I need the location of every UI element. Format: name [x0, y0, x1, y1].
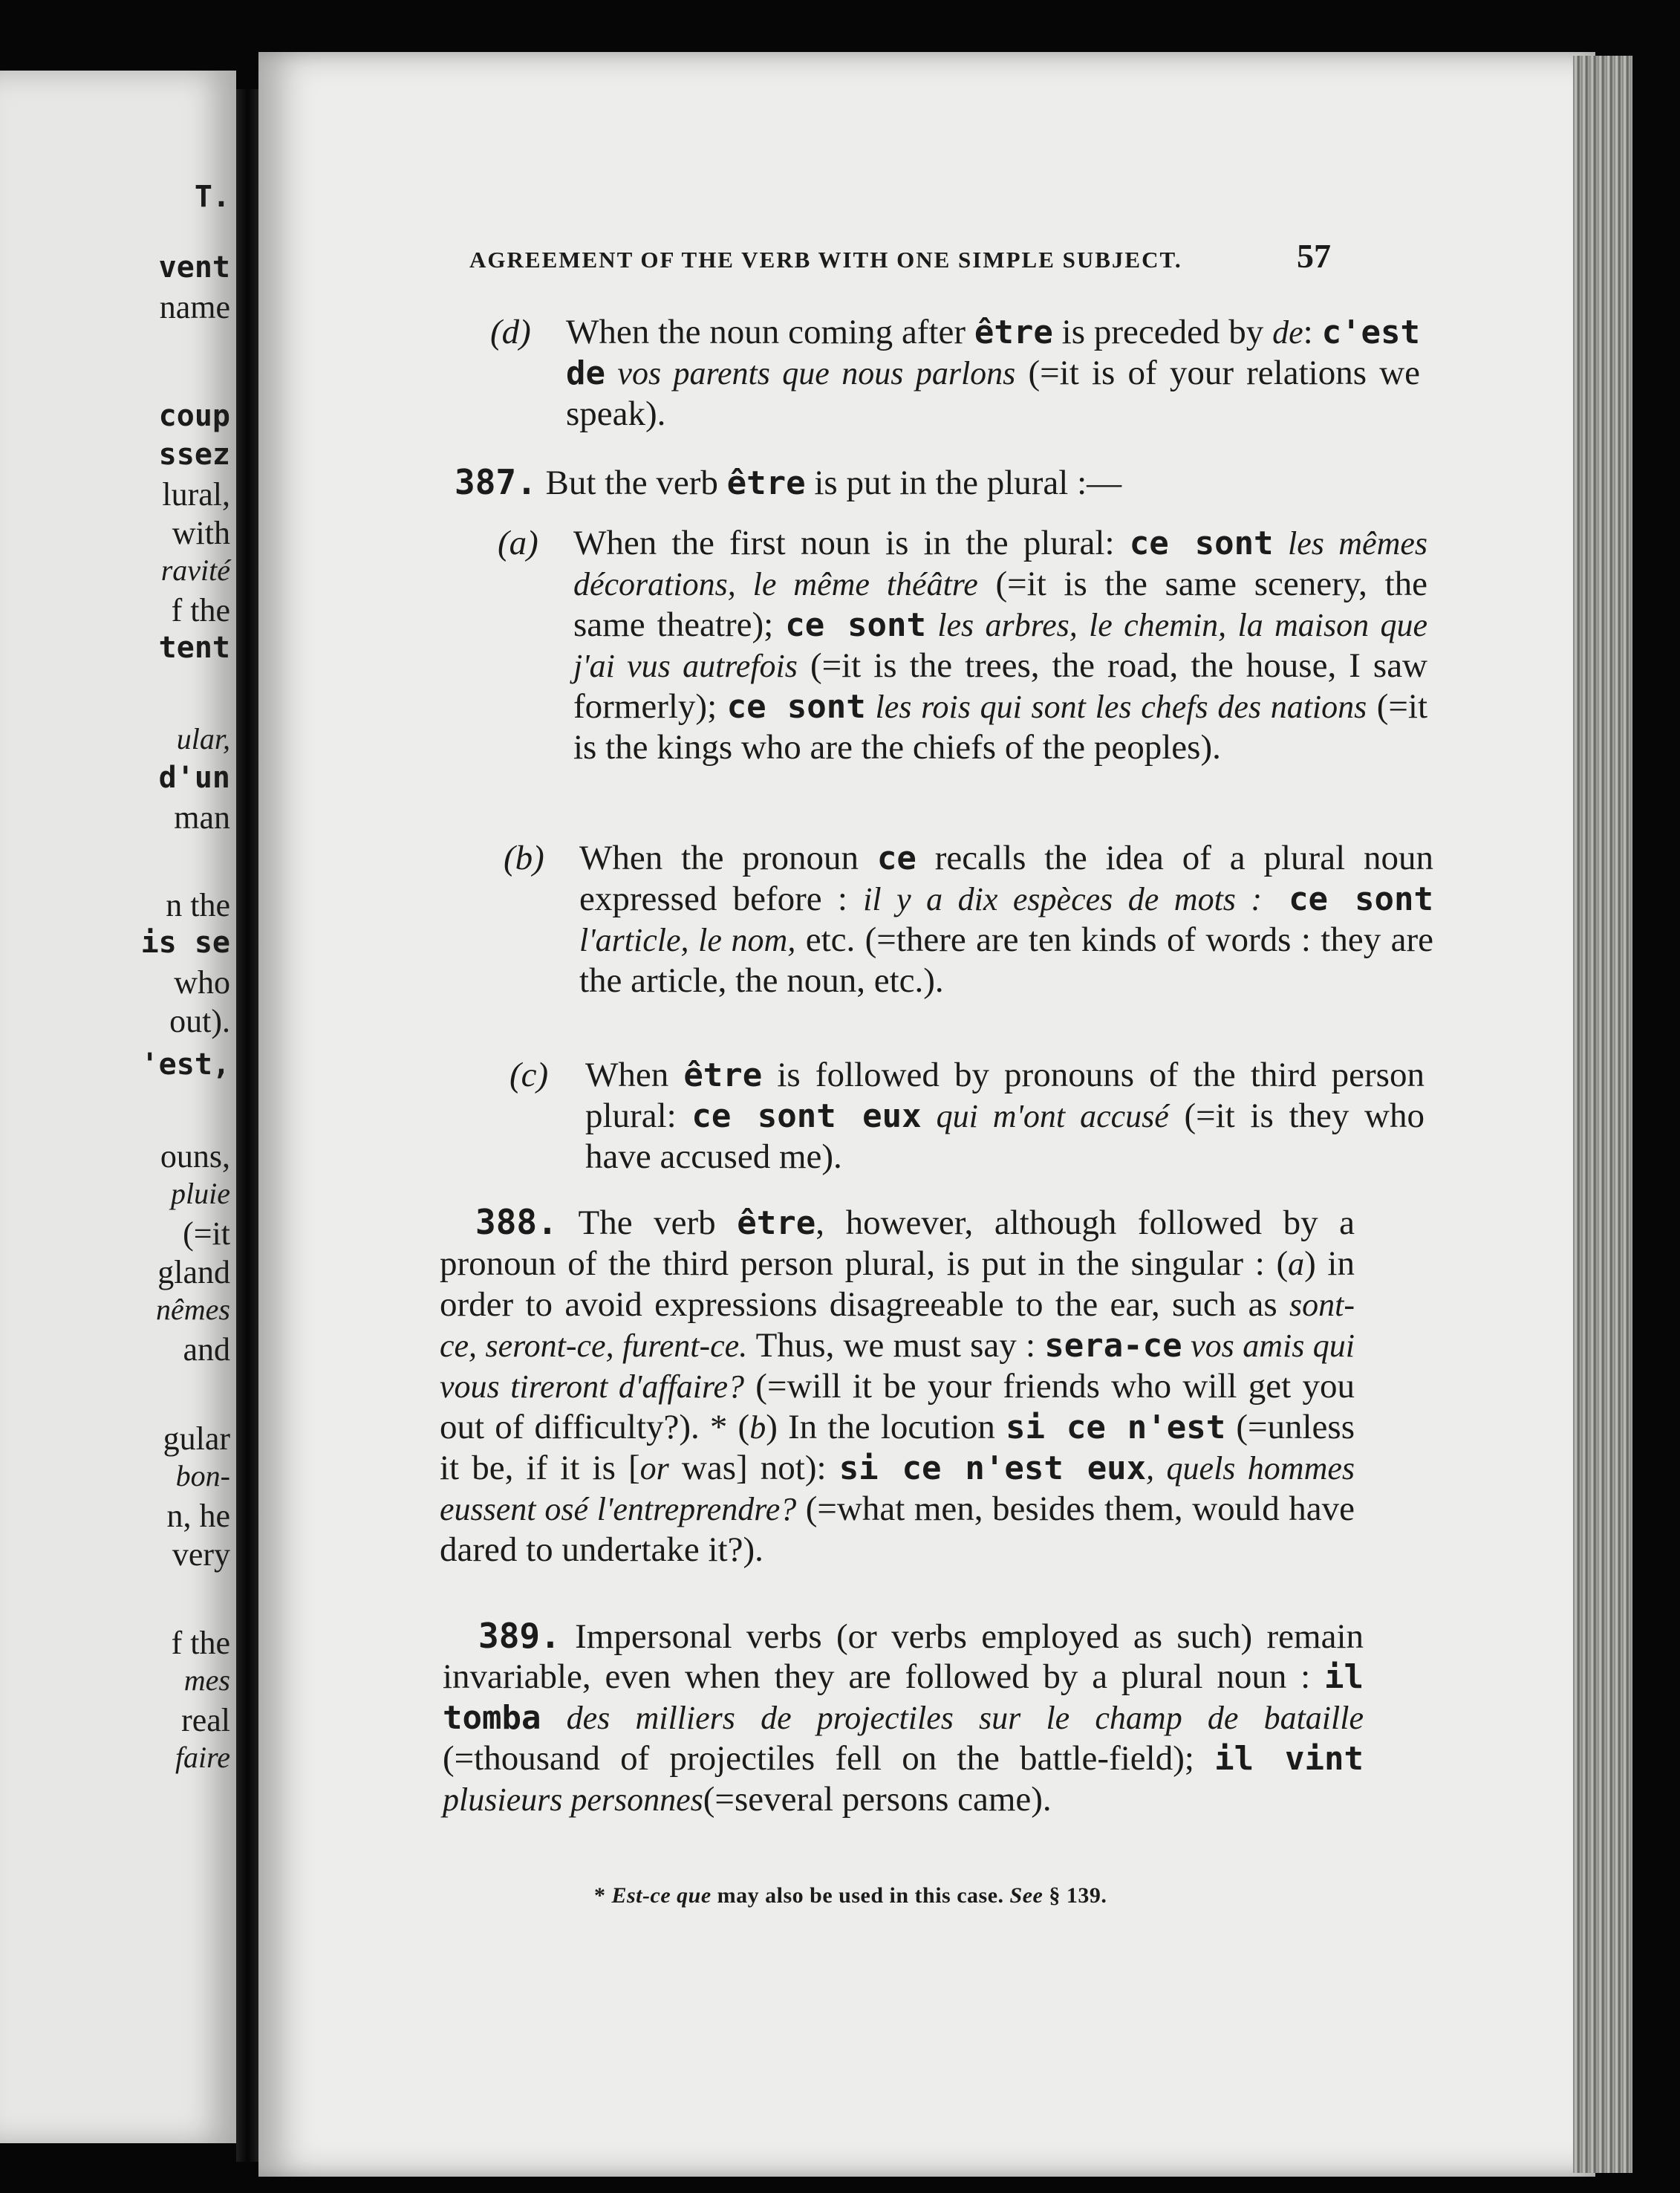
previous-page-fragment: 'est,	[140, 1047, 230, 1082]
bold-term: ce sont	[726, 688, 866, 726]
text: (=it is the same scenery, the same theatre);	[573, 565, 1427, 644]
text: When the pronoun	[579, 839, 877, 877]
previous-page-fragment: n the	[166, 887, 230, 923]
item-marker-a: (a)	[498, 524, 538, 562]
previous-page-fragment: pluie	[171, 1177, 230, 1210]
item-marker-c: (c)	[509, 1056, 549, 1094]
italic-example: sont-ce, seront-ce, furent-ce.	[440, 1287, 1355, 1364]
text: (=will it be your friends who will get you out of difficulty?). * (	[440, 1367, 1355, 1446]
italic-term: Est-ce que	[611, 1883, 712, 1908]
previous-page	[0, 71, 236, 2143]
bold-term: sera-ce	[1044, 1327, 1182, 1365]
previous-page-fragment: with	[172, 515, 230, 551]
section-387-b	[496, 838, 1433, 1001]
previous-page-fragment: real	[181, 1702, 230, 1738]
previous-page-fragment: f the	[171, 592, 230, 628]
previous-page-fragment: nêmes	[156, 1293, 230, 1326]
item-marker-d: (d)	[490, 313, 531, 351]
section-number-389: 389.	[478, 1616, 561, 1656]
bold-term: être	[726, 464, 806, 502]
previous-page-fragment: lural,	[162, 476, 230, 513]
footnote	[594, 1883, 1263, 1908]
bold-term: si ce n'est	[1006, 1409, 1226, 1446]
section-number-387: 387.	[455, 462, 537, 502]
text: is put in the plural :—	[805, 464, 1122, 502]
text: (=it is the kings who are the chiefs of the peoples).	[573, 687, 1428, 767]
previous-page-fragment: gular	[163, 1420, 230, 1457]
previous-page-fragment: is se	[140, 926, 230, 960]
previous-page-fragment: vent	[158, 250, 230, 285]
previous-page-fragment: name	[159, 289, 230, 325]
italic-example: , quels hommes eussent osé l'entreprendre?	[440, 1450, 1355, 1527]
running-head	[469, 236, 1331, 276]
text: (=what men, besides them, would have dared to undertake it?).	[440, 1489, 1355, 1569]
previous-page-fragment: tent	[158, 631, 230, 665]
italic-word: or	[639, 1450, 669, 1487]
bold-term: c'est de	[566, 313, 1421, 392]
text: Thus, we must say :	[747, 1326, 1045, 1365]
text: etc. (=there are ten kinds of words : they are the article, the noun, etc.).	[579, 920, 1433, 1000]
italic-example: l'article, le nom,	[579, 922, 796, 958]
section-389	[443, 1616, 1364, 1820]
previous-page-fragment: man	[174, 799, 230, 836]
text: But the verb	[536, 464, 727, 502]
text: recalls the idea of a plural noun expressed before :	[579, 839, 1434, 918]
text: ) In the locution	[766, 1408, 1006, 1446]
italic-example: des milliers de projectiles sur le champ de bataille	[541, 1700, 1364, 1736]
italic-example: les rois qui sont les chefs des nations	[865, 689, 1367, 725]
previous-page-fragment: coup	[158, 399, 230, 433]
previous-page-fragment: T.	[194, 180, 230, 214]
bold-term: il tomba	[443, 1658, 1364, 1737]
italic-letter: a	[1288, 1246, 1305, 1282]
item-marker-b: (b)	[504, 839, 544, 877]
text: (=it is of your relations we speak).	[566, 354, 1420, 433]
bold-term: il vint	[1214, 1740, 1364, 1778]
text: When the first noun is in the plural:	[573, 524, 1130, 562]
italic-term: de	[1272, 314, 1303, 351]
bold-term: être	[737, 1204, 816, 1242]
text: Impersonal verbs (or verbs employed as such) remain invariable, even when they are followed by a plural noun :	[443, 1617, 1364, 1696]
bold-term: si ce n'est eux	[839, 1449, 1147, 1487]
italic-word: See	[1009, 1883, 1044, 1908]
page-number: 57	[1297, 237, 1331, 275]
text: :	[1303, 313, 1322, 351]
text: The verb	[557, 1203, 738, 1242]
italic-example: plusieurs personnes	[443, 1781, 703, 1818]
previous-page-fragment: d'un	[158, 761, 230, 795]
text: (=it is they who have accused me).	[585, 1096, 1425, 1176]
text: , however, although followed by a pronoun of the third person plural, is put in the singular : (	[440, 1203, 1355, 1283]
previous-page-fragment: (=it	[183, 1215, 230, 1252]
italic-example: il y a dix espèces de mots :	[863, 881, 1263, 917]
previous-page-fragment: and	[183, 1331, 230, 1368]
text: is preceded by	[1052, 313, 1273, 351]
section-388	[440, 1202, 1355, 1570]
text: is followed by pronouns of the third person plural:	[585, 1056, 1425, 1135]
previous-page-fragment: ular,	[176, 722, 230, 756]
section-387-c	[502, 1055, 1425, 1177]
text: (=it is the trees, the road, the house, I saw formerly);	[573, 646, 1428, 726]
previous-page-fragment: out).	[169, 1003, 230, 1039]
page-edges	[1573, 56, 1632, 2173]
text: (=unless it be, if it is [	[440, 1408, 1355, 1487]
footnote-marker: *	[594, 1883, 612, 1908]
bold-term: ce sont eux	[691, 1097, 922, 1135]
previous-page-fragment: very	[172, 1536, 230, 1573]
section-387-a	[490, 523, 1427, 767]
italic-example: vos amis qui vous tireront d'affaire?	[440, 1328, 1355, 1405]
italic-example: qui m'ont accusé	[921, 1098, 1169, 1134]
section-number-388: 388.	[475, 1202, 558, 1242]
bold-term: ce sont	[1262, 880, 1434, 918]
previous-page-fragment: ravité	[160, 553, 230, 587]
previous-page-fragment: ouns,	[160, 1138, 230, 1175]
text: (=several persons came).	[703, 1780, 1052, 1819]
previous-page-fragment: bon-	[175, 1459, 230, 1492]
previous-page-fragment: f the	[171, 1625, 230, 1661]
bold-term: être	[974, 313, 1053, 351]
text: (=thousand of projectiles fell on the battle-field);	[443, 1739, 1215, 1778]
text: When	[585, 1056, 684, 1094]
text: may also be used in this case.	[711, 1883, 1010, 1908]
bold-term: ce	[876, 839, 916, 877]
italic-example: les arbres, le chemin, la maison que j'ai vus autrefois	[573, 607, 1427, 684]
previous-page-fragment: who	[174, 964, 230, 1001]
text: ) in order to avoid expressions disagreeable to the ear, such as	[440, 1244, 1355, 1324]
previous-page-fragment: faire	[175, 1741, 230, 1774]
text: When the noun coming after	[566, 313, 974, 351]
italic-example: les mêmes décorations, le même théâtre	[573, 525, 1428, 602]
running-head-title: AGREEMENT OF THE VERB WITH ONE SIMPLE SUBJECT.	[469, 247, 1182, 273]
previous-page-fragment: n, he	[166, 1498, 230, 1534]
section-386-d-text	[566, 312, 1420, 434]
section-386-d	[483, 312, 1420, 434]
previous-page-fragment: mes	[183, 1663, 230, 1697]
text: was] not):	[668, 1449, 839, 1487]
italic-example: vos parents que nous parlons	[605, 355, 1016, 392]
bold-term: ce sont	[1129, 524, 1274, 562]
bold-term: être	[683, 1056, 763, 1094]
previous-page-fragment: ssez	[158, 438, 230, 472]
section-387	[455, 462, 1346, 504]
text: § 139.	[1043, 1883, 1107, 1908]
italic-letter: b	[749, 1409, 766, 1446]
bold-term: ce sont	[785, 606, 926, 644]
previous-page-fragment: gland	[157, 1254, 230, 1290]
